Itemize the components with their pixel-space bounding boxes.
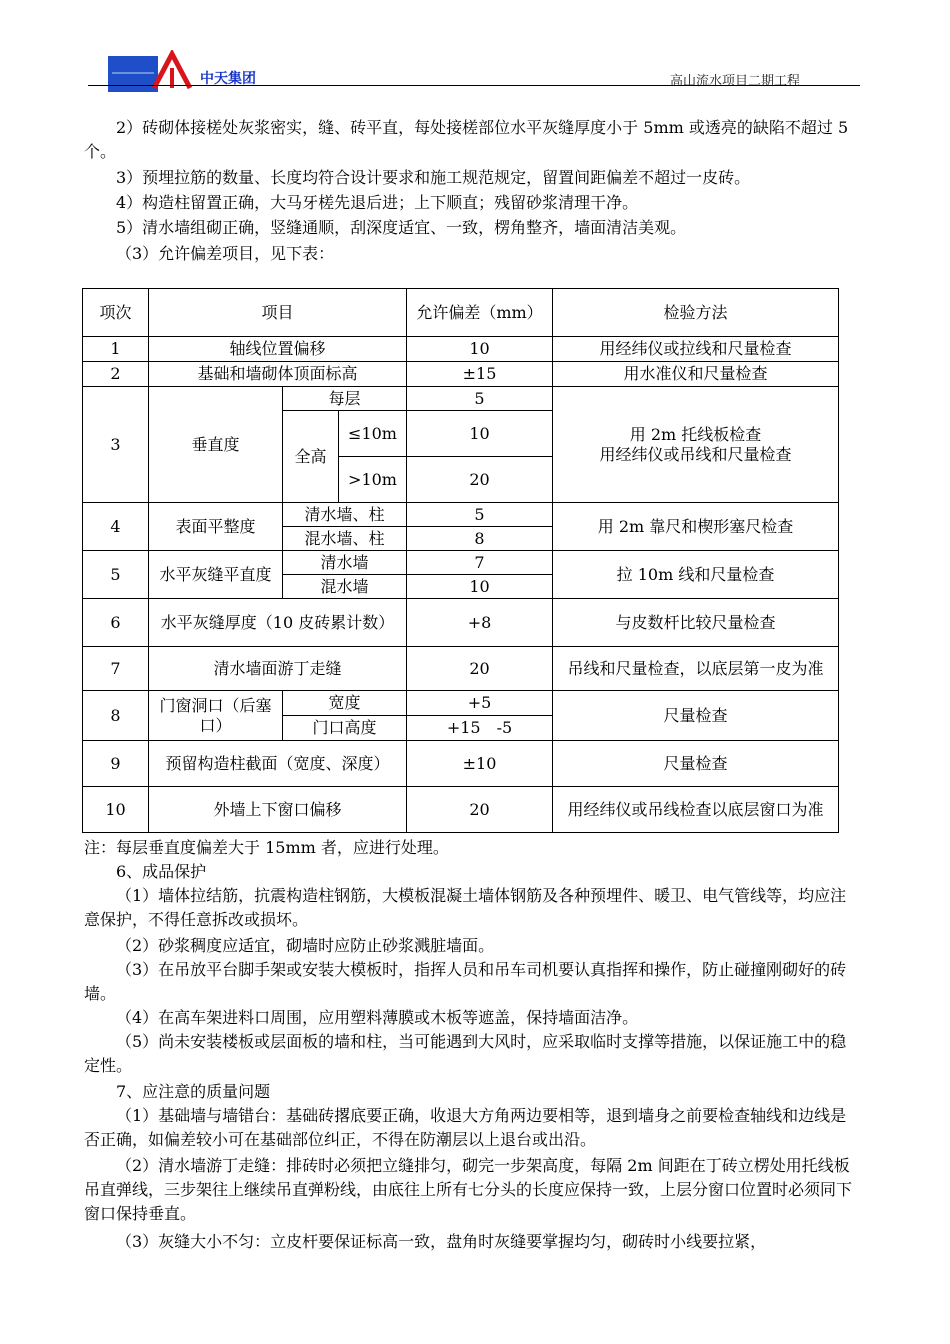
paragraph: 4）构造柱留置正确，大马牙槎先退后进；上下顺直；残留砂浆清理干净。 <box>116 193 639 212</box>
page-header <box>88 56 860 88</box>
cell: ±10 <box>407 741 553 787</box>
cell: +5 <box>407 691 553 716</box>
cell: 10 <box>407 411 553 457</box>
cell: 用 2m 靠尺和楔形塞尺检查 <box>553 503 839 551</box>
cell: 10 <box>407 575 553 599</box>
cell: 5 <box>83 551 149 599</box>
paragraph: （2）清水墙游丁走缝：排砖时必须把立缝排匀，砌完一步架高度，每隔 2m 间距在丁砖立楞处用托线板吊直弹线，三步架往上继续吊直弹粉线，由底往上所有七分头的长度应保持一致，上层分窗口位置时必须同下窗口保持垂直。 <box>84 1156 853 1223</box>
cell: 垂直度 <box>149 387 283 503</box>
table-row <box>83 647 839 691</box>
paragraph: （2）砂浆稠度应适宜，砌墙时应防止砂浆溅脏墙面。 <box>116 936 495 955</box>
cell: 用经纬仪或拉线和尺量检查 <box>553 337 839 362</box>
paragraph: （3）灰缝大小不匀：立皮杆要保证标高一致，盘角时灰缝要掌握均匀，砌砖时小线要拉紧， <box>116 1232 767 1251</box>
cell: 轴线位置偏移 <box>149 337 407 362</box>
cell: 5 <box>407 503 553 527</box>
cell: 每层 <box>283 387 407 411</box>
paragraph: 5）清水墙组砌正确，竖缝通顺，刮深度适宜、一致，楞角整齐，墙面清洁美观。 <box>116 218 687 237</box>
cell: 外墙上下窗口偏移 <box>149 787 407 833</box>
tolerance-table <box>82 288 839 833</box>
paragraph: 2）砖砌体接槎处灰浆密实，缝、砖平直，每处接槎部位水平灰缝厚度小于 5mm 或透亮的缺陷不超过 5 个。 <box>84 118 849 161</box>
cell: 宽度 <box>283 691 407 716</box>
cell: 4 <box>83 503 149 551</box>
cell: 清水墙、柱 <box>283 503 407 527</box>
table-row <box>83 551 839 575</box>
cell: 水平灰缝厚度（10 皮砖累计数） <box>149 599 407 647</box>
cell: >10m <box>339 457 407 503</box>
cell: 门窗洞口（后塞口） <box>149 691 283 741</box>
header-cell: 检验方法 <box>553 289 839 337</box>
cell: 混水墙、柱 <box>283 527 407 551</box>
cell: 吊线和尺量检查，以底层第一皮为准 <box>553 647 839 691</box>
table-row <box>83 337 839 362</box>
table-row <box>83 362 839 387</box>
table-row <box>83 741 839 787</box>
cell: ≤10m <box>339 411 407 457</box>
table-row <box>83 691 839 716</box>
cell: 7 <box>83 647 149 691</box>
cell: 清水墙 <box>283 551 407 575</box>
cell: 20 <box>407 457 553 503</box>
table-row <box>83 787 839 833</box>
cell: 与皮数杆比较尺量检查 <box>553 599 839 647</box>
cell: 水平灰缝平直度 <box>149 551 283 599</box>
cell: 1 <box>83 337 149 362</box>
paragraph: （1）基础墙与墙错台：基础砖撂底要正确，收退大方角两边要相等，退到墙身之前要检查轴线和边线是否正确，如偏差较小可在基础部位纠正，不得在防潮层以上退台或出沿。 <box>84 1106 847 1149</box>
cell: 8 <box>407 527 553 551</box>
paragraph: 3）预埋拉筋的数量、长度均符合设计要求和施工规范规定，留置间距偏差不超过一皮砖。 <box>116 168 751 187</box>
cell: 20 <box>407 787 553 833</box>
paragraph: （5）尚未安装楼板或层面板的墙和柱，当可能遇到大风时，应采取临时支撑等措施，以保证施工中的稳定性。 <box>84 1032 847 1075</box>
section-heading: 6、成品保护 <box>116 862 207 881</box>
cell: 全高 <box>283 411 339 503</box>
cell: 尺量检查 <box>553 691 839 741</box>
paragraph: （3）允许偏差项目，见下表： <box>116 244 335 263</box>
cell: 用经纬仪或吊线检查以底层窗口为准 <box>553 787 839 833</box>
cell: 尺量检查 <box>553 741 839 787</box>
cell: +8 <box>407 599 553 647</box>
cell: 表面平整度 <box>149 503 283 551</box>
cell: 8 <box>83 691 149 741</box>
paragraph: （3）在吊放平台脚手架或安装大模板时，指挥人员和吊车司机要认真指挥和操作，防止碰撞刚砌好的砖墙。 <box>84 960 847 1003</box>
cell: 混水墙 <box>283 575 407 599</box>
cell: 20 <box>407 647 553 691</box>
paragraph: （1）墙体拉结筋，抗震构造柱钢筋，大模板混凝土墙体钢筋及各种预埋件、暖卫、电气管线等，均应注意保护，不得任意拆改或损坏。 <box>84 886 847 929</box>
cell: 10 <box>407 337 553 362</box>
cell: 2 <box>83 362 149 387</box>
cell: 5 <box>407 387 553 411</box>
cell: +15 -5 <box>407 716 553 741</box>
cell: 10 <box>83 787 149 833</box>
table-row <box>83 599 839 647</box>
cell: 清水墙面游丁走缝 <box>149 647 407 691</box>
cell: 门口高度 <box>283 716 407 741</box>
cell: 9 <box>83 741 149 787</box>
cell: 6 <box>83 599 149 647</box>
table-row <box>83 387 839 411</box>
cell: 用 2m 托线板检查 用经纬仪或吊线和尺量检查 <box>553 387 839 503</box>
project-name: 高山流水项目二期工程 <box>669 74 800 89</box>
header-rule <box>88 85 860 86</box>
cell: 用水准仪和尺量检查 <box>553 362 839 387</box>
section-heading: 7、应注意的质量问题 <box>116 1082 271 1101</box>
paragraph: （4）在高车架进料口周围，应用塑料薄膜或木板等遮盖，保持墙面洁净。 <box>116 1008 639 1027</box>
cell: 7 <box>407 551 553 575</box>
cell: 拉 10m 线和尺量检查 <box>553 551 839 599</box>
brand-name: 中天集团 <box>200 71 256 87</box>
table-note: 注：每层垂直度偏差大于 15mm 者，应进行处理。 <box>84 838 449 857</box>
header-cell: 项次 <box>83 289 149 337</box>
cell: 基础和墙砌体顶面标高 <box>149 362 407 387</box>
header-cell: 允许偏差（mm） <box>407 289 553 337</box>
cell: ±15 <box>407 362 553 387</box>
cell: 预留构造柱截面（宽度、深度） <box>149 741 407 787</box>
zhongtian-logo-icon <box>150 50 194 90</box>
cell: 3 <box>83 387 149 503</box>
table-row <box>83 503 839 527</box>
header-cell: 项目 <box>149 289 407 337</box>
table-header-row <box>83 289 839 337</box>
